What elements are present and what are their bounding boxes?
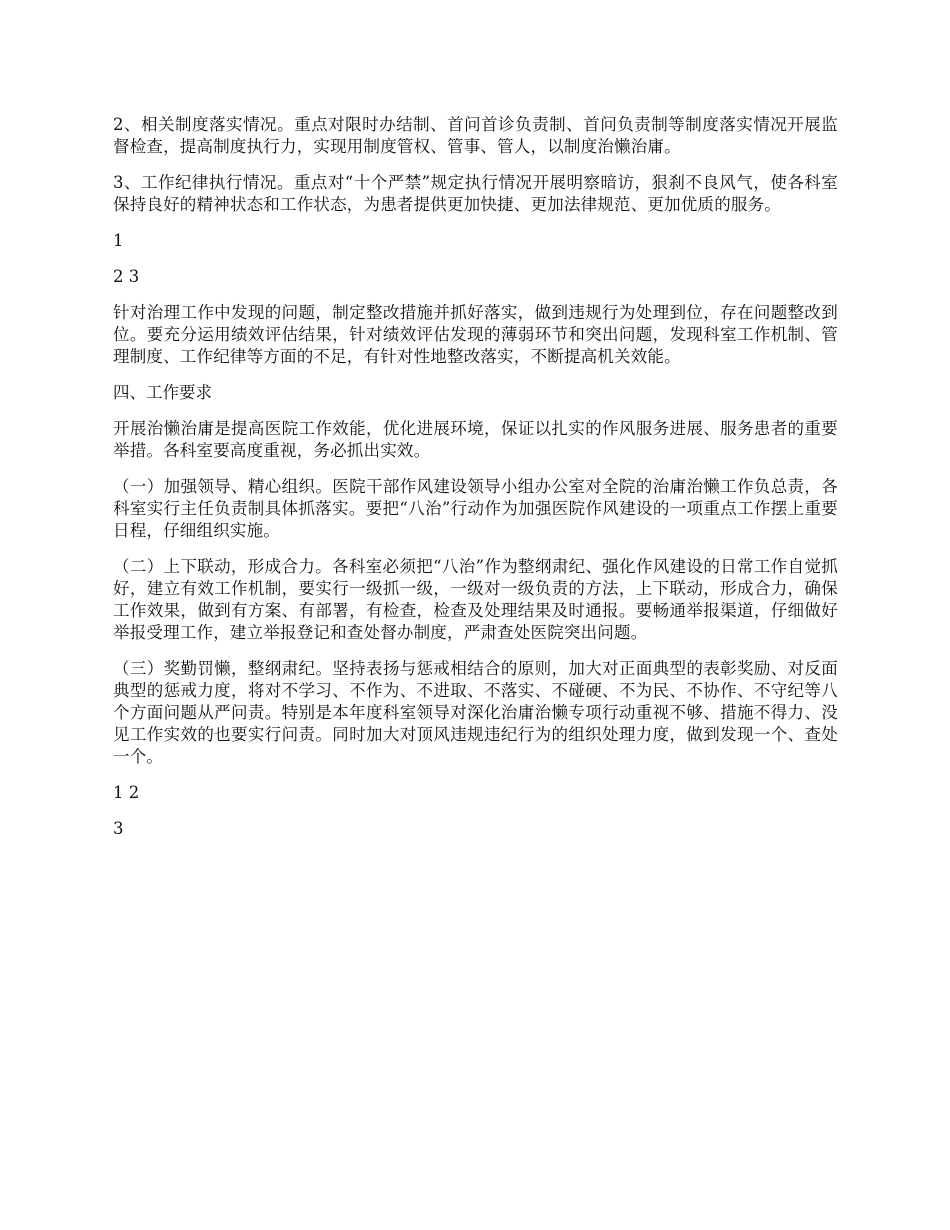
paragraph-leadership: （一）加强领导、精心组织。医院干部作风建设领导小组办公室对全院的治庸治懒工作负总责，各科室实行主任负责制具体抓落实。要把“八治”行动作为加强医院作风建设的一项重点工作摆上重要日程，仔细组织实施。 [113,477,838,540]
paragraph-coordination: （二）上下联动，形成合力。各科室必须把“八治”作为整纲肃纪、强化作风建设的日常工作自觉抓好，建立有效工作机制，要实行一级抓一级，一级对一级负责的方法，上下联动，形成合力，确保工作效果，做到有方案、有部署，有检查，检查及处理结果及时通报。要畅通举报渠道，仔细做好举报受理工作，建立举报登记和查处督办制度，严肃查处医院突出问题。 [113,557,838,642]
paragraph-rewards-penalties: （三）奖勤罚懒，整纲肃纪。坚持表扬与惩戒相结合的原则，加大对正面典型的表彰奖励、对反面典型的惩戒力度，将对不学习、不作为、不进取、不落实、不碰硬、不为民、不协作、不守纪等八个方面问题从严问责。特别是本年度科室领导对深化治庸治懒专项行动重视不够、措施不得力、没见工作实效的也要实行问责。同时加大对顶风违规违纪行为的组织处理力度，做到发现一个、查处一个。 [113,659,838,766]
list-marker-1-2: 1 2 [113,783,140,802]
paragraph-rectification: 针对治理工作中发现的问题，制定整改措施并抓好落实，做到违规行为处理到位，存在问题整改到位。要充分运用绩效评估结果，针对绩效评估发现的薄弱环节和突出问题，发现科室工作机制、管理制度、工作纪律等方面的不足，有针对性地整改落实，不断提高机关效能。 [113,303,838,366]
paragraph-work-discipline: 3、工作纪律执行情况。重点对“十个严禁”规定执行情况开展明察暗访，狠刹不良风气，使各科室保持良好的精神状态和工作状态，为患者提供更加快捷、更加法律规范、更加优质的服务。 [113,173,838,214]
list-marker-1: 1 [113,231,124,250]
list-marker-2-3: 2 3 [113,267,140,286]
section-heading-work-requirements: 四、工作要求 [113,383,212,402]
paragraph-system-implementation: 2、相关制度落实情况。重点对限时办结制、首问首诊负责制、首问负责制等制度落实情况开展监督检查，提高制度执行力，实现用制度管权、管事、管人，以制度治懒治庸。 [113,115,838,156]
paragraph-work-requirements-intro: 开展治懒治庸是提高医院工作效能，优化进展环境，保证以扎实的作风服务进展、服务患者的重要举措。各科室要高度重视，务必抓出实效。 [113,419,838,460]
list-marker-3: 3 [113,819,124,838]
